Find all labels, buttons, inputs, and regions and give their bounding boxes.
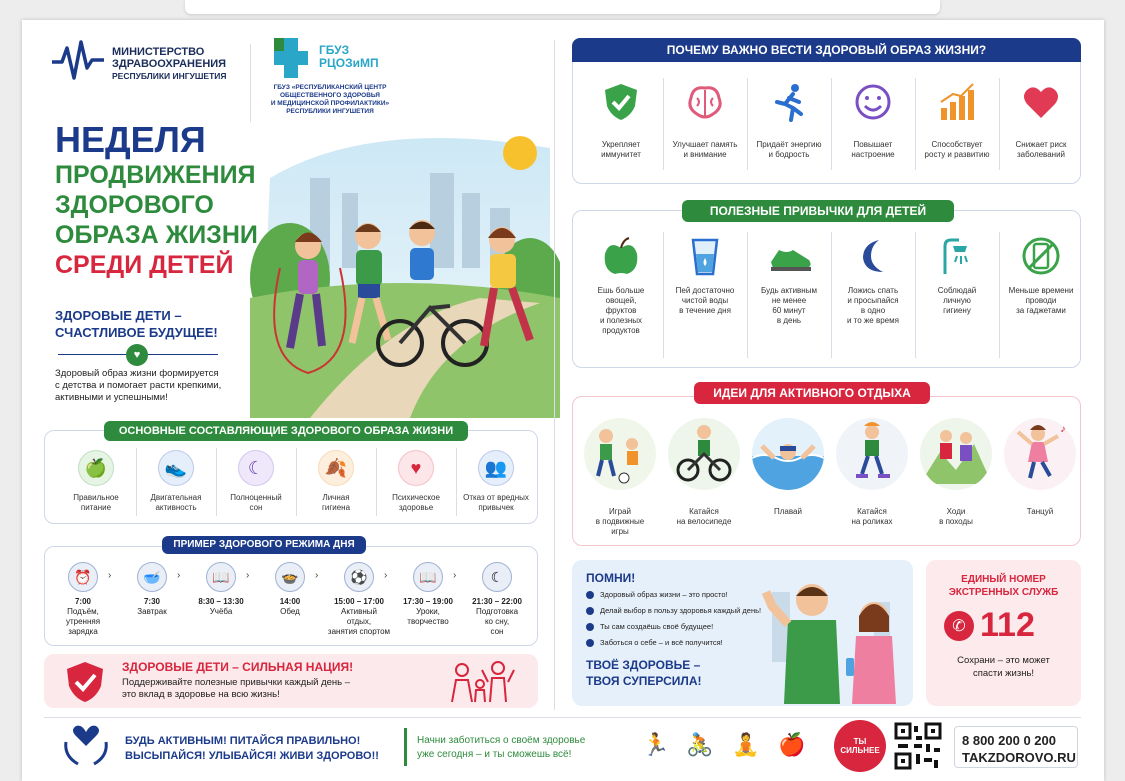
sneaker-icon: 👟 [158, 450, 194, 486]
idea-label: Катайся на велосипеде [676, 507, 732, 526]
routine-step: 8:30 – 13:30 Учёба [198, 597, 244, 616]
habit-label: Меньше времени проводи за гаджетами [1008, 286, 1074, 315]
bullet-check-icon [586, 607, 594, 615]
green-apple-icon [601, 236, 645, 276]
habit-label: Ложись спать и просыпайся в одно и то же время [847, 286, 899, 325]
gbuz-full-name: ГБУЗ «РЕСПУБЛИКАНСКИЙ ЦЕНТР ОБЩЕСТВЕННОГО ЗДОРОВЬЯ И МЕДИЦИНСКОЙ ПРОФИЛАКТИКИ» РЕСПУБЛИКИ ИНГУШЕТИЯ [270, 84, 390, 115]
emergency-note: Сохрани – это может спасти жизнь! [957, 655, 1050, 679]
center-divider [554, 40, 555, 710]
heart-icon: ♥ [398, 450, 434, 486]
emergency-title: ЕДИНЫЙ НОМЕР ЭКСТРЕННЫХ СЛУЖБ [948, 574, 1059, 598]
chevron-right-icon: › [108, 570, 112, 581]
moon-stars-icon: ☾ [482, 562, 512, 592]
chevron-right-icon: › [384, 570, 388, 581]
remember-tagline: ТВОЁ ЗДОРОВЬЕ – ТВОЯ СУПЕРСИЛА! [586, 658, 702, 688]
habit-divider [747, 232, 748, 358]
tysilnee-badge: ТЫ СИЛЬНЕЕ [834, 720, 886, 772]
chevron-right-icon: › [246, 570, 250, 581]
breakfast-bowl-icon: 🥣 [137, 562, 167, 592]
why-divider [747, 78, 748, 170]
lunch-bowl-icon: 🍲 [275, 562, 305, 592]
ministry-logo-text: МИНИСТЕРСТВО ЗДРАВООХРАНЕНИЯ РЕСПУБЛИКИ ИНГУШЕТИЯ [112, 46, 227, 81]
dancer-icon [1004, 418, 1076, 490]
remember-item: Делай выбор в пользу здоровья каждый день! [600, 606, 762, 615]
roller-skater-icon [836, 418, 908, 490]
why-divider [831, 78, 832, 170]
remember-item: Заботься о себе – и всё получится! [600, 638, 723, 647]
qr-code-icon[interactable] [894, 722, 942, 770]
heart-big-icon [1021, 82, 1061, 122]
habit-divider [915, 232, 916, 358]
remember-item: Здоровый образ жизни – это просто! [600, 590, 728, 599]
apple-footer-icon: 🍎 [778, 732, 806, 757]
water-glass-icon [685, 236, 729, 276]
idea-label: Плавай [774, 507, 802, 516]
svg-text:♪: ♪ [1060, 421, 1066, 435]
footer-slogan: БУДЬ АКТИВНЫМ! ПИТАЙСЯ ПРАВИЛЬНО! ВЫСЫПАЙСЯ! УЛЫБАЙСЯ! ЖИВИ ЗДОРОВО!! [125, 735, 379, 762]
idea-label: Ходи в походы [939, 507, 973, 526]
why-label: Улучшает память и внимание [672, 140, 738, 159]
hotline-site[interactable]: TAKZDOROVO.RU [962, 750, 1076, 765]
components-title: ОСНОВНЫЕ СОСТАВЛЯЮЩИЕ ЗДОРОВОГО ОБРАЗА ЖИЗНИ [104, 421, 468, 441]
soccer-ball-icon: ⚽ [344, 562, 374, 592]
apple-icon: 🍏 [78, 450, 114, 486]
component-label: Двигательная активность [150, 493, 202, 512]
chevron-right-icon: › [177, 570, 181, 581]
component-divider [136, 448, 137, 516]
routine-step: 15:00 – 17:00 Активный отдых, занятия спортом [327, 597, 391, 636]
nation-text: Поддерживайте полезные привычки каждый день – это вклад в здоровье на всю жизнь! [122, 677, 351, 700]
remember-item: Ты сам создаёшь своё будущее! [600, 622, 714, 631]
ideas-title: ИДЕИ ДЛЯ АКТИВНОГО ОТДЫХА [694, 382, 930, 404]
routine-step: 17:30 – 19:00 Уроки, творчество [403, 597, 453, 626]
slogan: ЗДОРОВЫЕ ДЕТИ – СЧАСТЛИВОЕ БУДУЩЕЕ! [55, 308, 218, 340]
hotline-phone[interactable]: 8 800 200 0 200 [962, 733, 1056, 748]
footer-divider [44, 717, 1081, 718]
chevron-right-icon: › [453, 570, 457, 581]
kid-bicycle-icon [668, 418, 740, 490]
book-icon: 📖 [206, 562, 236, 592]
idea-label: Танцуй [1026, 507, 1054, 516]
growth-chart-icon [937, 82, 977, 122]
remember-title: ПОМНИ! [586, 571, 636, 585]
why-section [572, 50, 1081, 184]
footer-accent-bar [404, 728, 407, 766]
component-label: Психическое здоровье [392, 493, 440, 512]
swimmer-icon [752, 418, 824, 490]
browser-top-bar [185, 0, 940, 14]
habit-label: Будь активным не менее 60 минут в день [761, 286, 817, 325]
pulse-logo-icon [50, 38, 106, 82]
shield-check-icon [64, 660, 106, 704]
routine-step: 14:00 Обед [279, 597, 301, 616]
open-book-icon: 📖 [413, 562, 443, 592]
routine-title: ПРИМЕР ЗДОРОВОГО РЕЖИМА ДНЯ [162, 536, 366, 554]
moon-icon: ☾ [238, 450, 274, 486]
component-label: Полноценный сон [230, 493, 282, 512]
idea-label: Катайся на роликах [851, 507, 893, 526]
component-label: Правильное питание [73, 493, 119, 512]
component-divider [296, 448, 297, 516]
component-label: Личная гигиена [321, 493, 351, 512]
why-divider [999, 78, 1000, 170]
green-sneaker-icon [769, 236, 813, 276]
component-label: Отказ от вредных привычек [463, 493, 529, 512]
heart-pulse-icon: ♥ [126, 344, 148, 366]
habit-label: Ешь больше овощей, фруктов и полезных продуктов [597, 286, 645, 335]
why-label: Снижает риск заболеваний [1015, 140, 1067, 159]
kids-superpower-illustration [762, 572, 910, 704]
habit-label: Пей достаточно чистой воды в течение дня [675, 286, 735, 315]
no-phone-icon [1021, 236, 1065, 276]
routine-step: 7:00 Подъём, утренняя зарядка [65, 597, 101, 636]
emergency-number[interactable]: 112 [980, 606, 1035, 644]
yoga-icon: 🧘 [732, 732, 760, 757]
header-divider [250, 44, 251, 122]
brain-icon [685, 82, 725, 122]
cycling-icon: 🚴 [686, 732, 714, 757]
leaf-icon: 🍂 [318, 450, 354, 486]
shower-icon [937, 236, 981, 276]
habit-label: Соблюдай личную гигиену [937, 286, 977, 315]
why-divider [663, 78, 664, 170]
intro-text: Здоровый образ жизни формируется с детства и помогает расти крепкими, активными и успешными! [55, 368, 222, 403]
component-divider [456, 448, 457, 516]
chevron-right-icon: › [315, 570, 319, 581]
smile-icon [853, 82, 893, 122]
kids-ball-game-icon [584, 418, 656, 490]
hands-heart-icon [62, 722, 110, 766]
why-label: Способствует росту и развитию [924, 140, 990, 159]
component-divider [216, 448, 217, 516]
why-label: Укрепляет иммунитет [601, 140, 641, 159]
hikers-icon [920, 418, 992, 490]
phone-icon: ✆ [944, 611, 974, 641]
shield-check-green-icon [601, 82, 641, 122]
routine-step: 7:30 Завтрак [137, 597, 167, 616]
habits-title: ПОЛЕЗНЫЕ ПРИВЫЧКИ ДЛЯ ДЕТЕЙ [682, 200, 954, 222]
people-icon: 👥 [478, 450, 514, 486]
medical-cross-logo-icon [272, 36, 312, 80]
footer-call: Начни заботиться о своём здоровье уже сегодня – и ты сможешь всё! [417, 735, 586, 760]
bullet-check-icon [586, 591, 594, 599]
nation-title: ЗДОРОВЫЕ ДЕТИ – СИЛЬНАЯ НАЦИЯ! [122, 660, 354, 674]
kids-running-illustration [250, 118, 560, 418]
why-label: Повышает настроение [851, 140, 895, 159]
bullet-check-icon [586, 623, 594, 631]
bullet-check-icon [586, 639, 594, 647]
idea-label: Играй в подвижные игры [595, 507, 645, 536]
routine-step: 21:30 – 22:00 Подготовка ко сну, сон [472, 597, 522, 636]
running-icon: 🏃 [642, 732, 670, 757]
why-label: Придаёт энергию и бодрость [756, 140, 822, 159]
gbuz-logo-text: ГБУЗ РЦОЗиМП [319, 43, 379, 70]
component-divider [376, 448, 377, 516]
headline: НЕДЕЛЯ ПРОДВИЖЕНИЯ ЗДОРОВОГО ОБРАЗА ЖИЗНИ СРЕДИ ДЕТЕЙ [55, 119, 258, 279]
why-divider [915, 78, 916, 170]
poster [22, 20, 1104, 781]
family-icon [444, 660, 516, 704]
habit-divider [999, 232, 1000, 358]
runner-icon [769, 82, 809, 122]
habit-divider [831, 232, 832, 358]
habit-divider [663, 232, 664, 358]
why-title: ПОЧЕМУ ВАЖНО ВЕСТИ ЗДОРОВЫЙ ОБРАЗ ЖИЗНИ? [572, 38, 1081, 62]
crescent-moon-icon [853, 236, 897, 276]
alarm-clock-icon: ⏰ [68, 562, 98, 592]
